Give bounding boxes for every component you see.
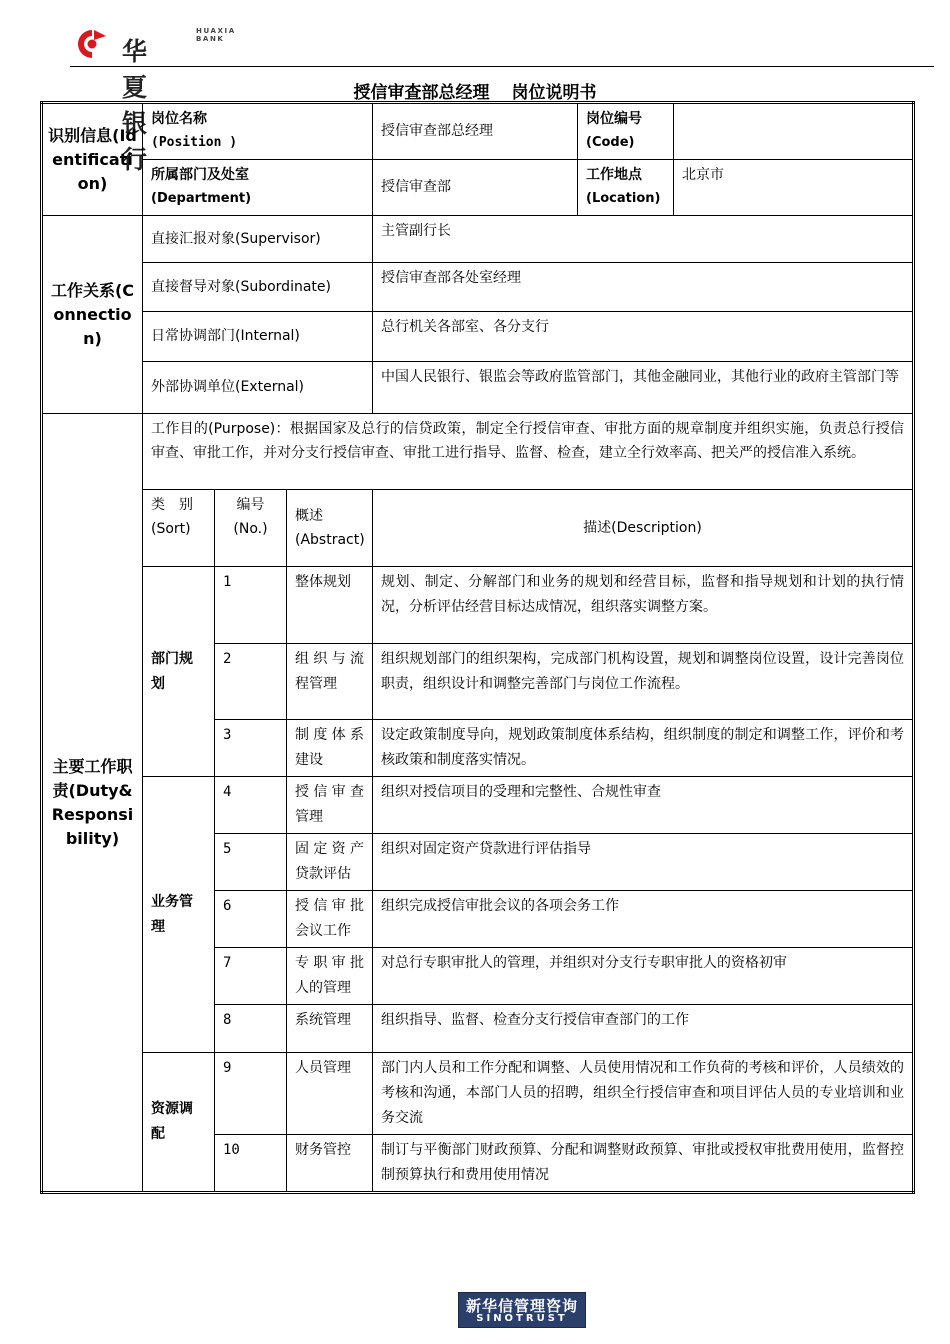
purpose-row — [42, 414, 914, 490]
duty-description: 对总行专职审批人的管理，并组织对分支行专职审批人的资格初审 — [373, 948, 914, 1005]
abstract-header: 概述(Abstract) — [287, 490, 373, 567]
duty-description: 组织完成授信审批会议的各项会务工作 — [373, 891, 914, 948]
conn-value: 授信审查部各处室经理 — [373, 263, 914, 312]
duty-row — [42, 1053, 914, 1135]
duty-description: 组织指导、监督、检查分支行授信审查部门的工作 — [373, 1005, 914, 1053]
purpose-cell — [143, 414, 914, 490]
duty-no: 5 — [215, 834, 287, 891]
footer-cn: 新华信管理咨询 — [465, 1297, 578, 1315]
section-duty: 主要工作职责(Duty&Responsibility) — [42, 414, 143, 1193]
duty-abstract: 组织与流程管理 — [287, 644, 373, 720]
duty-abstract: 系统管理 — [287, 1005, 373, 1053]
duty-description: 组织规划部门的组织架构，完成部门机构设置，规划和调整岗位设置，设计完善岗位职责，组织设计和调整完善部门与岗位工作流程。 — [373, 644, 914, 720]
conn-label: 日常协调部门(Internal) — [143, 312, 373, 362]
duty-abstract: 固定资产贷款评估 — [287, 834, 373, 891]
code-label: 岗位编号 (Code) — [578, 103, 674, 160]
conn-value: 总行机关各部室、各分支行 — [373, 312, 914, 362]
duty-description: 部门内人员和工作分配和调整、人员使用情况和工作负荷的考核和评价，人员绩效的考核和沟通，本部门人员的招聘，组织全行授信审查和项目评估人员的专业培训和业务交流 — [373, 1053, 914, 1135]
position-name-value: 授信审查部总经理 — [373, 103, 578, 160]
conn-row-2 — [42, 263, 914, 312]
title-doc: 岗位说明书 — [511, 83, 597, 103]
brand-en: HUAXIA BANK — [196, 27, 236, 43]
duty-abstract: 制度体系建设 — [287, 720, 373, 777]
department-label: 所属部门及处室 (Department) — [143, 160, 373, 216]
sort-header: 类 别(Sort) — [143, 490, 215, 567]
duty-description: 组织对固定资产贷款进行评估指导 — [373, 834, 914, 891]
section-connection: 工作关系(Connection) — [42, 216, 143, 414]
duty-description: 设定政策制度导向，规划政策制度体系结构，组织制度的制定和调整工作，评价和考核政策和制度落实情况。 — [373, 720, 914, 777]
duty-no: 8 — [215, 1005, 287, 1053]
header-rule — [70, 66, 934, 67]
duty-abstract: 财务管控 — [287, 1135, 373, 1193]
ident-row-2 — [42, 160, 914, 216]
duty-group: 资源调配 — [143, 1053, 215, 1193]
section-identification: 识别信息(Identification) — [42, 103, 143, 216]
page-title — [0, 78, 950, 103]
conn-value: 主管副行长 — [373, 216, 914, 263]
title-position: 授信审查部总经理 — [353, 83, 490, 103]
conn-label: 外部协调单位(External) — [143, 362, 373, 414]
location-label: 工作地点 (Location) — [578, 160, 674, 216]
duty-row — [42, 567, 914, 644]
duty-abstract: 专职审批人的管理 — [287, 948, 373, 1005]
duty-group: 部门规划 — [143, 567, 215, 777]
sinotrust-logo — [458, 1292, 586, 1328]
footer-en: SINOTRUST — [476, 1313, 568, 1324]
duty-description: 组织对授信项目的受理和完整性、合规性审查 — [373, 777, 914, 834]
duty-no: 9 — [215, 1053, 287, 1135]
duty-abstract: 授信审查管理 — [287, 777, 373, 834]
location-value: 北京市 — [674, 160, 914, 216]
duty-abstract: 人员管理 — [287, 1053, 373, 1135]
conn-row-4 — [42, 362, 914, 414]
description-header: 描述(Description) — [373, 490, 914, 567]
duty-row — [42, 777, 914, 834]
duty-abstract: 整体规划 — [287, 567, 373, 644]
conn-label: 直接汇报对象(Supervisor) — [143, 216, 373, 263]
duty-group: 业务管理 — [143, 777, 215, 1053]
code-value — [674, 103, 914, 160]
duty-no: 6 — [215, 891, 287, 948]
conn-label: 直接督导对象(Subordinate) — [143, 263, 373, 312]
duty-no: 1 — [215, 567, 287, 644]
duty-abstract: 授信审批会议工作 — [287, 891, 373, 948]
duty-no: 4 — [215, 777, 287, 834]
conn-row-3 — [42, 312, 914, 362]
department-value: 授信审查部 — [373, 160, 578, 216]
huaxia-logo-icon — [72, 28, 112, 60]
duty-no: 7 — [215, 948, 287, 1005]
duty-header-row — [42, 490, 914, 567]
no-header: 编号(No.) — [215, 490, 287, 567]
purpose-label: 工作目的(Purpose)： — [151, 421, 290, 437]
brand-cn: 华夏银行 — [122, 37, 149, 174]
position-name-label: 岗位名称 (Position ) — [143, 103, 373, 160]
conn-value: 中国人民银行、银监会等政府监管部门，其他金融同业，其他行业的政府主管部门等 — [373, 362, 914, 414]
ident-row-1 — [42, 103, 914, 160]
job-description-table — [40, 101, 915, 1194]
purpose-text: 根据国家及总行的信贷政策，制定全行授信审查、审批方面的规章制度并组织实施，负责总行授信审查、审批工作，并对分支行授信审查、审批工进行指导、监督、检查，建立全行效率高、把关严的授信准入系统。 — [151, 421, 905, 461]
duty-description: 规划、制定、分解部门和业务的规划和经营目标，监督和指导规划和计划的执行情况，分析评估经营目标达成情况，组织落实调整方案。 — [373, 567, 914, 644]
duty-no: 2 — [215, 644, 287, 720]
duty-no: 10 — [215, 1135, 287, 1193]
conn-row-1 — [42, 216, 914, 263]
duty-no: 3 — [215, 720, 287, 777]
duty-description: 制订与平衡部门财政预算、分配和调整财政预算、审批或授权审批费用使用，监督控制预算执行和费用使用情况 — [373, 1135, 914, 1193]
